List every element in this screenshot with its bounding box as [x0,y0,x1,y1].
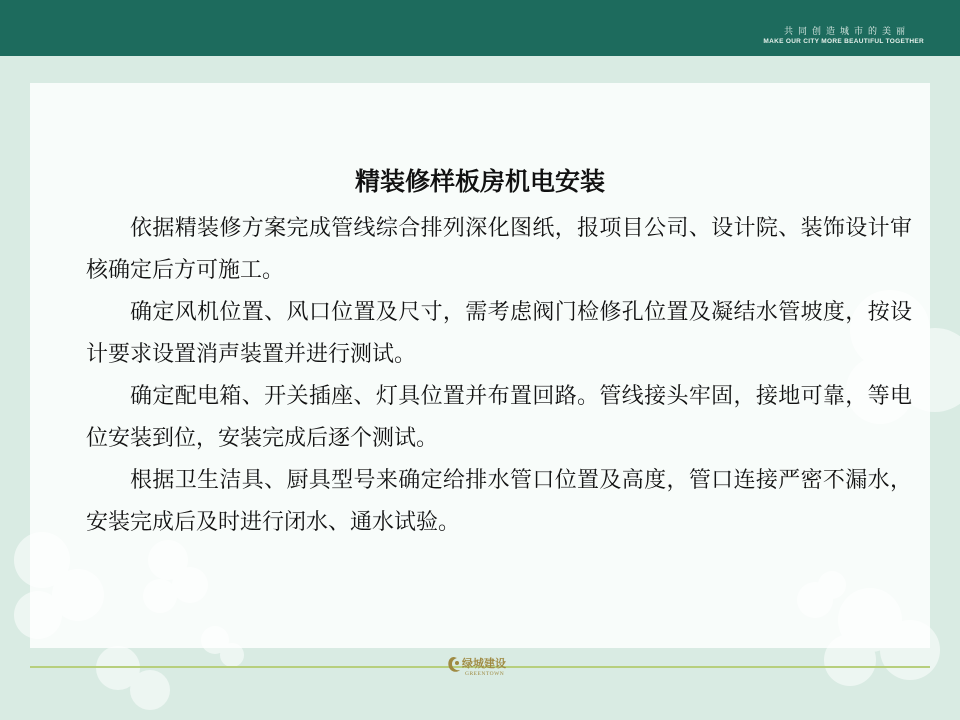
greentown-logo [446,651,536,681]
paragraph: 确定风机位置、风口位置及尺寸，需考虑阀门检修孔位置及凝结水管坡度，按设计要求设置消声装置并进行测试。 [86,300,912,367]
header-slogan-english: MAKE OUR CITY MORE BEAUTIFUL TOGETHER [763,38,924,45]
paragraph: 根据卫生洁具、厨具型号来确定给排水管口位置及高度，管口连接严密不漏水，安装完成后及时进行闭水、通水试验。 [86,468,912,535]
slide-title: 精装修样板房机电安装 [354,167,605,196]
body-text [86,208,912,544]
paragraph: 依据精装修方案完成管线综合排列深化图纸，报项目公司、设计院、装饰设计审核确定后方可施工。 [86,216,912,283]
header-slogan-chinese: 共同创造城市的美丽 [783,27,910,37]
logo-text-english: GREENTOWN [465,671,505,677]
header-bar [0,0,960,56]
paragraph: 确定配电箱、开关插座、灯具位置并布置回路。管线接头牢固，接地可靠，等电位安装到位，安装完成后逐个测试。 [86,384,912,451]
logo-emblem-icon [446,655,462,677]
logo-text-chinese: 绿城建设 [462,657,506,670]
